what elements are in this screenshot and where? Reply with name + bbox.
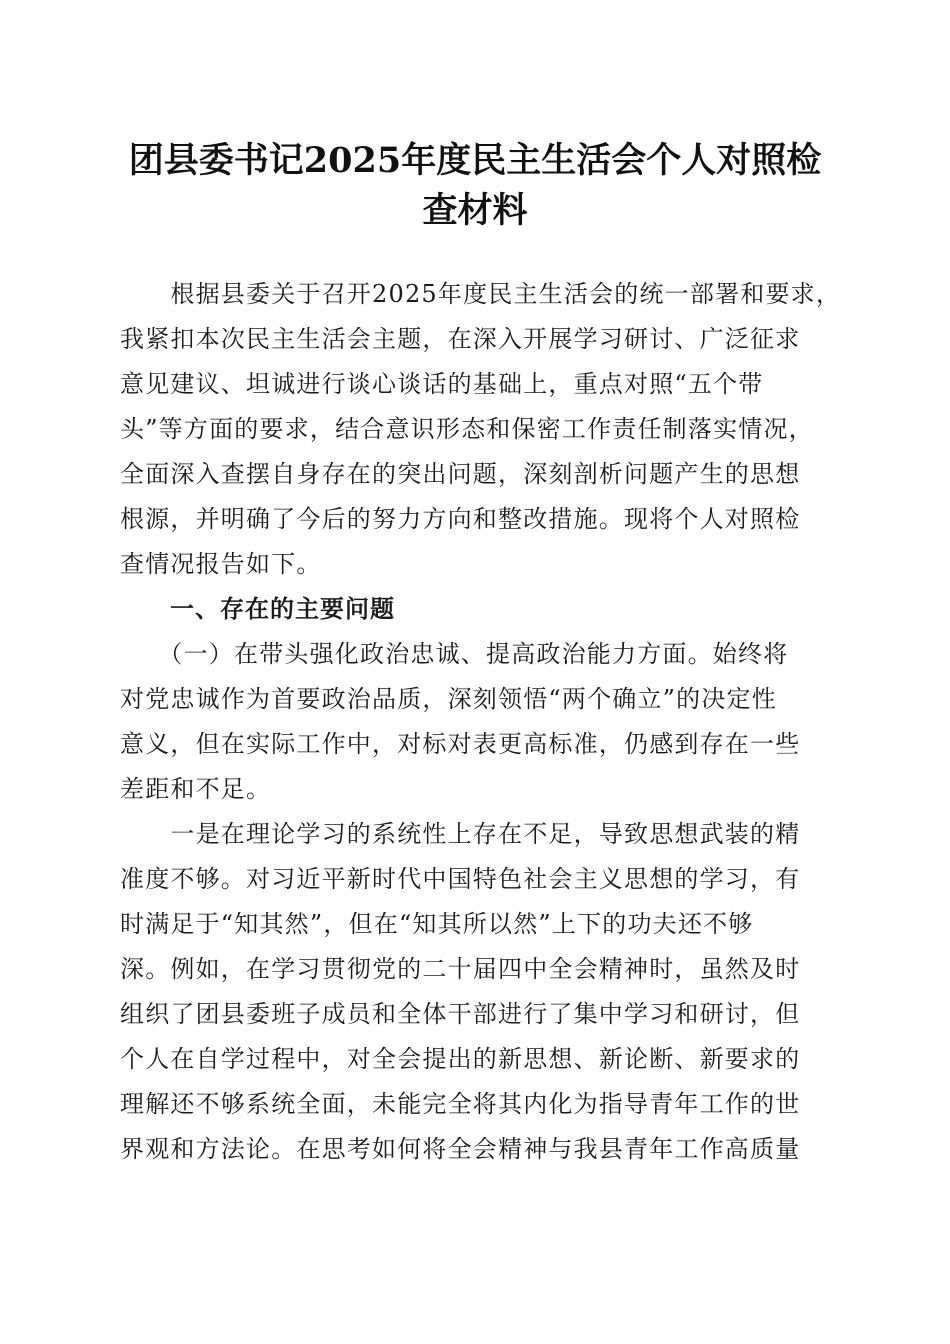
intro-line: 根据县委关于召开2025年度民主生活会的统一部署和要求， [120,280,842,308]
intro-line: 查情况报告如下。 [120,550,322,578]
paragraph-line: 个人在自学过程中，对全会提出的新思想、新论断、新要求的 [120,1045,801,1073]
paragraph-theory-study [120,812,832,1172]
intro-line: 根源，并明确了今后的努力方向和整改措施。现将个人对照检 [120,505,801,533]
paragraph-line: 时满足于“知其然”，但在“知其所以然”上下的功夫还不够 [120,910,754,938]
paragraph-line: 理解还不够系统全面，未能完全将其内化为指导青年工作的世 [120,1090,801,1118]
title-line-1: 团县委书记2025年度民主生活会个人对照检 [128,140,822,181]
title-line-2: 查材料 [422,190,528,231]
intro-line: 我紧扣本次民主生活会主题，在深入开展学习研讨、广泛征求 [120,325,801,353]
paragraph-line: 一是在理论学习的系统性上存在不足，导致思想武装的精 [120,820,801,848]
paragraph-line: 差距和不足。 [120,775,272,803]
paragraph-line: 对党忠诚作为首要政治品质，深刻领悟“两个确立”的决定性 [120,685,777,713]
paragraph-line: 意义，但在实际工作中，对标对表更高标准，仍感到存在一些 [120,730,801,758]
section-heading-block [120,587,832,632]
paragraph-line: 界观和方法论。在思考如何将全会精神与我县青年工作高质量 [120,1135,801,1163]
intro-line: 全面深入查摆自身存在的突出问题，深刻剖析问题产生的思想 [120,460,801,488]
document-title [100,136,850,236]
paragraph-line: 准度不够。对习近平新时代中国特色社会主义思想的学习，有 [120,865,801,893]
intro-paragraph [120,272,842,587]
paragraph-political-loyalty [120,632,832,812]
intro-line: 意见建议、坦诚进行谈心谈话的基础上，重点对照“五个带 [120,370,764,398]
paragraph-line: 组织了团县委班子成员和全体干部进行了集中学习和研讨，但 [120,1000,801,1028]
intro-line: 头”等方面的要求，结合意识形态和保密工作责任制落实情况， [120,415,814,443]
section-heading: 一、存在的主要问题 [120,595,395,623]
paragraph-line: （一）在带头强化政治忠诚、提高政治能力方面。始终将 [120,640,789,668]
paragraph-line: 深。例如，在学习贯彻党的二十届四中全会精神时，虽然及时 [120,955,801,983]
